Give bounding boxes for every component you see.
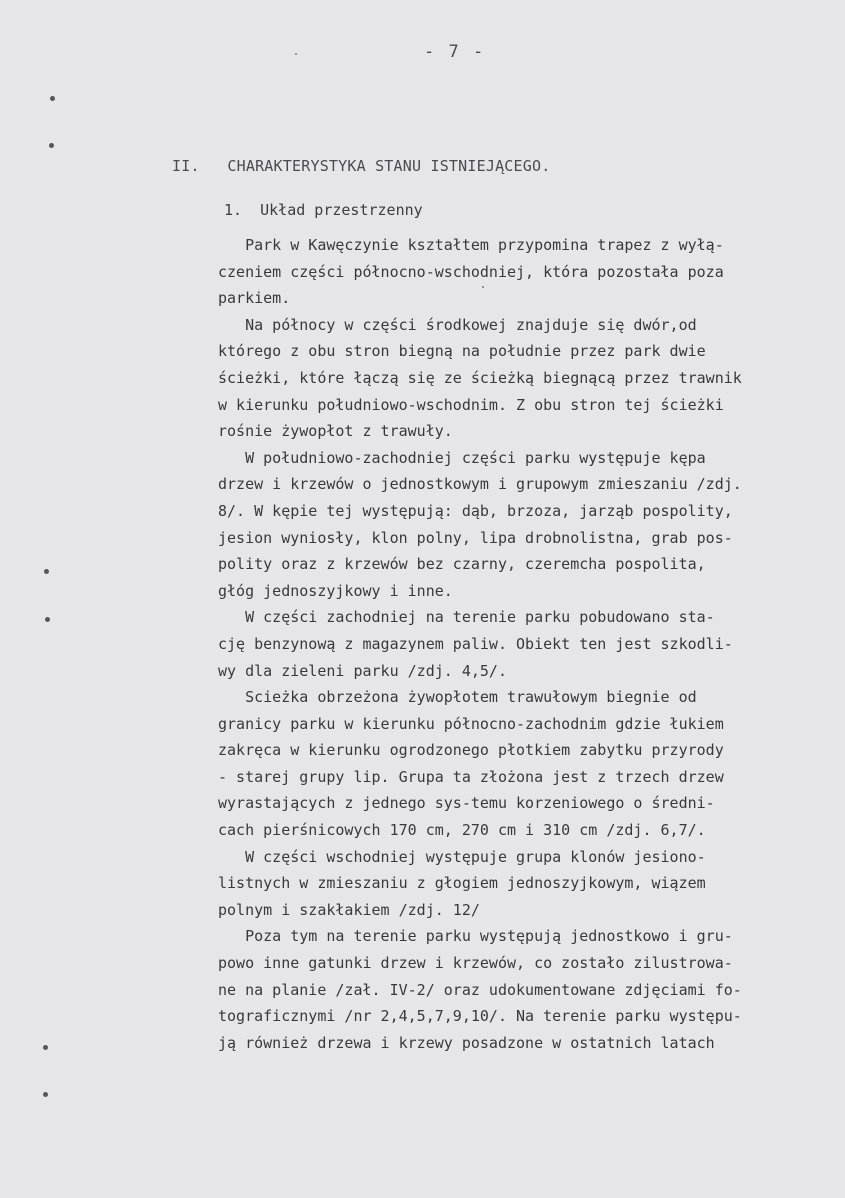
text-line: Scieżka obrzeżona żywopłotem trawułowym biegnie od bbox=[218, 688, 697, 707]
text-line: Park w Kawęczynie kształtem przypomina trapez z wyłą- bbox=[218, 236, 724, 254]
punch-hole bbox=[50, 96, 55, 101]
punch-hole bbox=[43, 1045, 48, 1050]
text-line: jesion wyniosły, klon polny, lipa drobnolistna, grab pos- bbox=[218, 528, 733, 547]
text-line: cach pierśnicowych 170 cm, 270 cm i 310 cm /zdj. 6,7/. bbox=[218, 821, 706, 840]
text-line: cję benzynową z magazynem paliw. Obiekt ten jest szkodli- bbox=[218, 634, 733, 653]
text-line: w kierunku południowo-wschodnim. Z obu stron tej ścieżki bbox=[218, 395, 724, 414]
text-line: Na północy w części środkowej znajduje się dwór,od bbox=[218, 315, 697, 334]
section-heading: II. CHARAKTERYSTYKA STANU ISTNIEJĄCEGO. bbox=[172, 157, 551, 175]
subsection-heading: 1. Układ przestrzenny bbox=[224, 201, 423, 219]
text-line: zakręca w kierunku ogrodzonego płotkiem zabytku przyrody bbox=[218, 741, 724, 760]
text-line: W części zachodniej na terenie parku pobudowano sta- bbox=[218, 608, 715, 627]
text-line: czeniem części północno-wschodniej, która pozostała poza bbox=[218, 262, 724, 281]
text-line: W części wschodniej występuje grupa klonów jesiono- bbox=[218, 847, 706, 866]
text-line: powo inne gatunki drzew i krzewów, co zostało zilustrowa- bbox=[218, 954, 733, 973]
text-line: listnych w zmieszaniu z głogiem jednoszyjkowym, wiązem bbox=[218, 874, 706, 893]
punch-hole bbox=[43, 1092, 48, 1097]
text-line: granicy parku w kierunku północno-zachodnim gdzie łukiem bbox=[218, 714, 724, 733]
text-line: ne na planie /zał. IV-2/ oraz udokumentowane zdjęciami fo- bbox=[218, 980, 742, 999]
body-text bbox=[218, 232, 828, 1056]
text-line: polnym i szakłakiem /zdj. 12/ bbox=[218, 900, 480, 919]
text-line: - starej grupy lip. Grupa ta złożona jest z trzech drzew bbox=[218, 767, 724, 786]
page-number: - 7 - bbox=[424, 42, 486, 62]
punch-hole bbox=[45, 617, 50, 622]
text-line: głóg jednoszyjkowy i inne. bbox=[218, 581, 453, 600]
text-line: drzew i krzewów o jednostkowym i grupowym zmieszaniu /zdj. bbox=[218, 475, 742, 494]
text-line: ścieżki, które łączą się ze ścieżką biegnącą przez trawnik bbox=[218, 368, 742, 387]
text-line: tograficznymi /nr 2,4,5,7,9,10/. Na terenie parku występu- bbox=[218, 1007, 742, 1026]
text-line: polity oraz z krzewów bez czarny, czeremcha pospolita, bbox=[218, 555, 706, 574]
text-line: którego z obu stron biegną na południe przez park dwie bbox=[218, 342, 706, 361]
text-line: wy dla zieleni parku /zdj. 4,5/. bbox=[218, 661, 507, 680]
text-line: rośnie żywopłot z trawuły. bbox=[218, 422, 453, 441]
text-line: parkiem. bbox=[218, 289, 291, 308]
text-line: ją również drzewa i krzewy posadzone w ostatnich latach bbox=[218, 1033, 715, 1052]
text-line: Poza tym na terenie parku występują jednostkowo i gru- bbox=[218, 927, 733, 946]
text-line: wyrastających z jednego sys-temu korzeniowego o średni- bbox=[218, 794, 715, 813]
paper-speck bbox=[295, 53, 297, 55]
punch-hole bbox=[49, 143, 54, 148]
text-line: 8/. W kępie tej występują: dąb, brzoza, jarząb pospolity, bbox=[218, 501, 733, 520]
punch-hole bbox=[44, 569, 49, 574]
text-line: W południowo-zachodniej części parku występuje kępa bbox=[218, 448, 706, 467]
